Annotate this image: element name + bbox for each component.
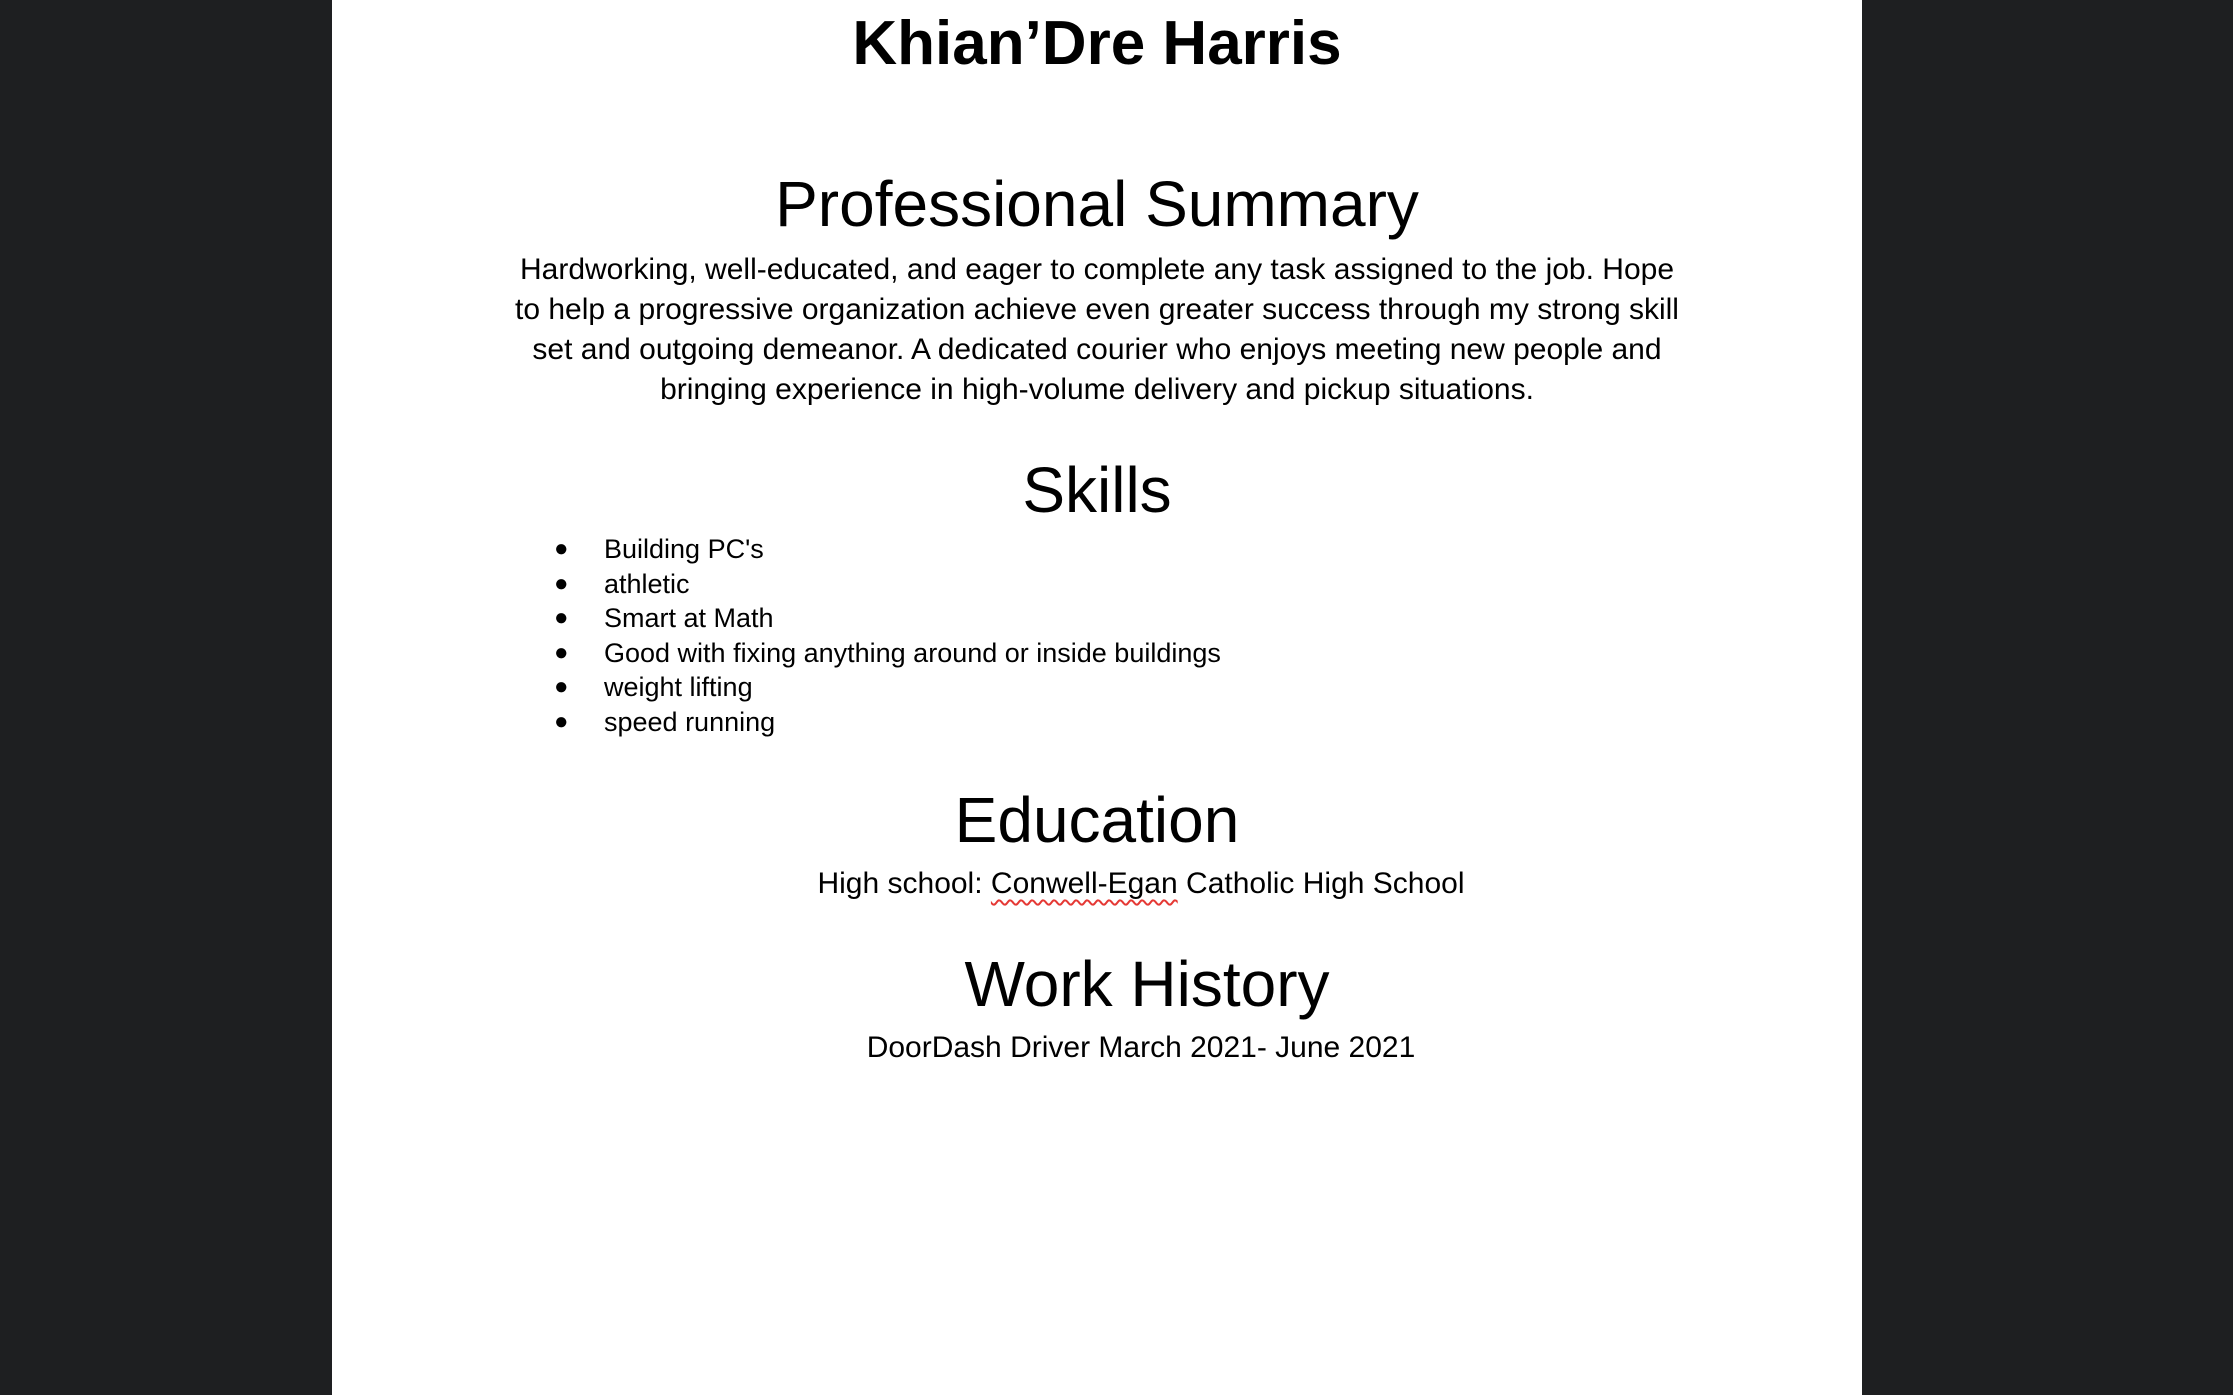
bullet-icon: ●	[554, 569, 569, 597]
work-history-heading: Work History	[964, 948, 1330, 1020]
bullet-icon: ●	[554, 673, 569, 701]
education-prefix: High school:	[817, 867, 991, 900]
skill-text: athletic	[604, 568, 690, 599]
skills-heading: Skills	[1022, 454, 1172, 526]
summary-paragraph: Hardworking, well-educated, and eager to complete any task assigned to the job. Hope to help a progressive organization achieve even greater success through my strong skill set and outgoing demeanor. A dedicated courier who enjoys meeting new people and bringing experience in high-volume delivery and pickup situations.	[515, 253, 1679, 406]
education-line	[332, 864, 1862, 904]
list-item	[554, 601, 1221, 636]
skills-list	[554, 532, 1221, 740]
list-item	[554, 636, 1221, 671]
work-entry: DoorDash Driver March 2021- June 2021	[866, 1031, 1416, 1064]
bullet-icon: ●	[554, 535, 569, 562]
bullet-icon: ●	[554, 707, 569, 735]
skill-text: speed running	[604, 706, 776, 737]
education-suffix: Catholic High School	[1177, 867, 1465, 900]
bullet-icon: ●	[554, 638, 569, 666]
skill-text: weight lifting	[604, 672, 753, 703]
skill-text: Smart at Math	[604, 603, 774, 634]
spellcheck-word[interactable]: Conwell-Egan	[990, 867, 1178, 900]
education-text	[817, 867, 1464, 900]
resume-name: Khian’Dre Harris	[852, 9, 1342, 78]
list-item	[554, 567, 1221, 602]
skill-text: Good with fixing anything around or inside buildings	[604, 637, 1221, 668]
list-item	[554, 670, 1221, 705]
summary-heading: Professional Summary	[775, 168, 1419, 240]
work-history-line	[332, 1028, 1862, 1068]
bullet-icon: ●	[554, 604, 569, 632]
list-item	[554, 705, 1221, 740]
skill-text: Building PC's	[604, 534, 764, 564]
document-page[interactable]	[332, 0, 1862, 1395]
education-heading: Education	[954, 784, 1240, 856]
list-item	[554, 532, 1221, 567]
